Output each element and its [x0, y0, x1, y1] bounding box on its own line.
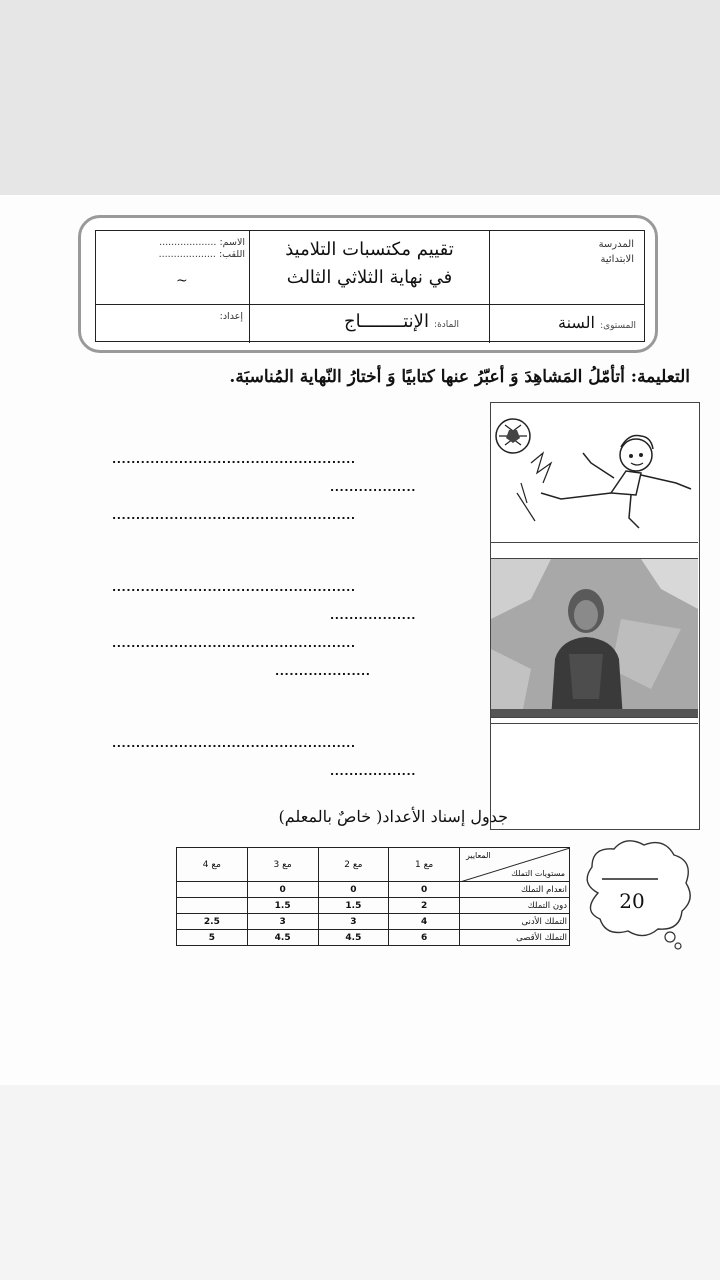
scene-girl-photo-image — [491, 558, 698, 718]
table-row — [177, 914, 570, 930]
score-table — [176, 847, 570, 946]
score-cell: 3 — [318, 914, 389, 930]
surname-field[interactable]: اللقب: ................... — [158, 249, 245, 260]
writing-line[interactable]: .................... — [275, 665, 371, 678]
score-cell: 4 — [389, 914, 460, 930]
subject-cell — [249, 305, 489, 343]
score-cell: 1.5 — [318, 898, 389, 914]
title-cell — [249, 231, 489, 305]
header-frame — [78, 215, 658, 353]
level-row-label: التملك الأقصى — [460, 930, 570, 946]
score-cell: 5 — [177, 930, 248, 946]
writing-line[interactable]: ................................................... — [112, 581, 356, 594]
score-cell: 2.5 — [177, 914, 248, 930]
score-cell: 4.5 — [247, 930, 318, 946]
total-score: 20 — [619, 889, 645, 913]
score-cell: 4.5 — [318, 930, 389, 946]
subject-field — [344, 311, 459, 332]
criterion-header: مع 2 — [318, 848, 389, 882]
school-field — [599, 237, 634, 267]
subject-value: الإنتــــــــاج — [343, 311, 429, 332]
school-type: الابتدائية — [600, 254, 634, 265]
writing-line[interactable]: ................................................... — [112, 637, 356, 650]
level-field — [558, 313, 636, 332]
score-cell: 3 — [247, 914, 318, 930]
score-cell: 2 — [389, 898, 460, 914]
name-fields — [159, 237, 245, 261]
header-table — [95, 230, 645, 342]
writing-line[interactable]: ................................................... — [112, 509, 356, 522]
score-cell: 0 — [318, 882, 389, 898]
worksheet-page — [0, 195, 720, 1085]
school-cell — [489, 231, 644, 305]
top-gray-band — [0, 0, 720, 195]
level-label: المستوى: — [600, 321, 636, 331]
criterion-header: مع 4 — [177, 848, 248, 882]
writing-line[interactable]: .................. — [330, 609, 417, 622]
table-caption: جدول إسناد الأعداد( خاصٌ بالمعلم) — [278, 807, 508, 826]
table-row — [177, 898, 570, 914]
level-row-label: دون التملك — [460, 898, 570, 914]
score-table-header — [177, 848, 570, 882]
writing-line[interactable]: ................................................... — [112, 737, 356, 750]
table-row — [177, 882, 570, 898]
scene-pictures — [490, 402, 700, 830]
level-row-label: انعدام التملك — [460, 882, 570, 898]
criteria-corner-cell — [460, 848, 570, 882]
writing-line[interactable]: .................. — [330, 481, 417, 494]
levels-label: مستويات التملك — [511, 869, 565, 878]
level-cell — [489, 305, 644, 343]
student-cell — [96, 231, 251, 305]
prepared-label: إعداد: — [219, 311, 243, 322]
title-line-1: تقييم مكتسبات التلاميذ — [285, 239, 454, 260]
table-row — [177, 930, 570, 946]
name-field[interactable]: الاسم: ................... — [159, 237, 245, 248]
scene-blank-frame — [491, 723, 698, 827]
scene-soccer-kick-image — [491, 403, 698, 543]
criterion-header: مع 1 — [389, 848, 460, 882]
writing-line[interactable]: .................. — [330, 765, 417, 778]
tilde-mark: ~ — [176, 273, 188, 289]
writing-line[interactable]: ................................................... — [112, 453, 356, 466]
criteria-label: المعايير — [466, 851, 491, 860]
title-line-2: في نهاية الثلاثي الثالث — [286, 267, 453, 288]
score-cell: 0 — [247, 882, 318, 898]
score-cell: 0 — [389, 882, 460, 898]
score-cloud — [578, 833, 698, 953]
score-cell — [177, 898, 248, 914]
instruction-text: التعليمة: أتأمّلُ المَشاهِدَ وَ أعبّرُ عنها كتابيًا وَ أختارُ النّهاية المُناسبَة. — [229, 367, 690, 387]
subject-label: المادة: — [434, 320, 459, 330]
level-value: السنة — [557, 313, 595, 332]
criterion-header: مع 3 — [247, 848, 318, 882]
bottom-band — [0, 1085, 720, 1280]
score-cell — [177, 882, 248, 898]
score-cell: 6 — [389, 930, 460, 946]
level-row-label: التملك الأدنى — [460, 914, 570, 930]
school-label: المدرسة — [598, 239, 634, 250]
score-cell: 1.5 — [247, 898, 318, 914]
prepared-cell — [96, 305, 251, 343]
